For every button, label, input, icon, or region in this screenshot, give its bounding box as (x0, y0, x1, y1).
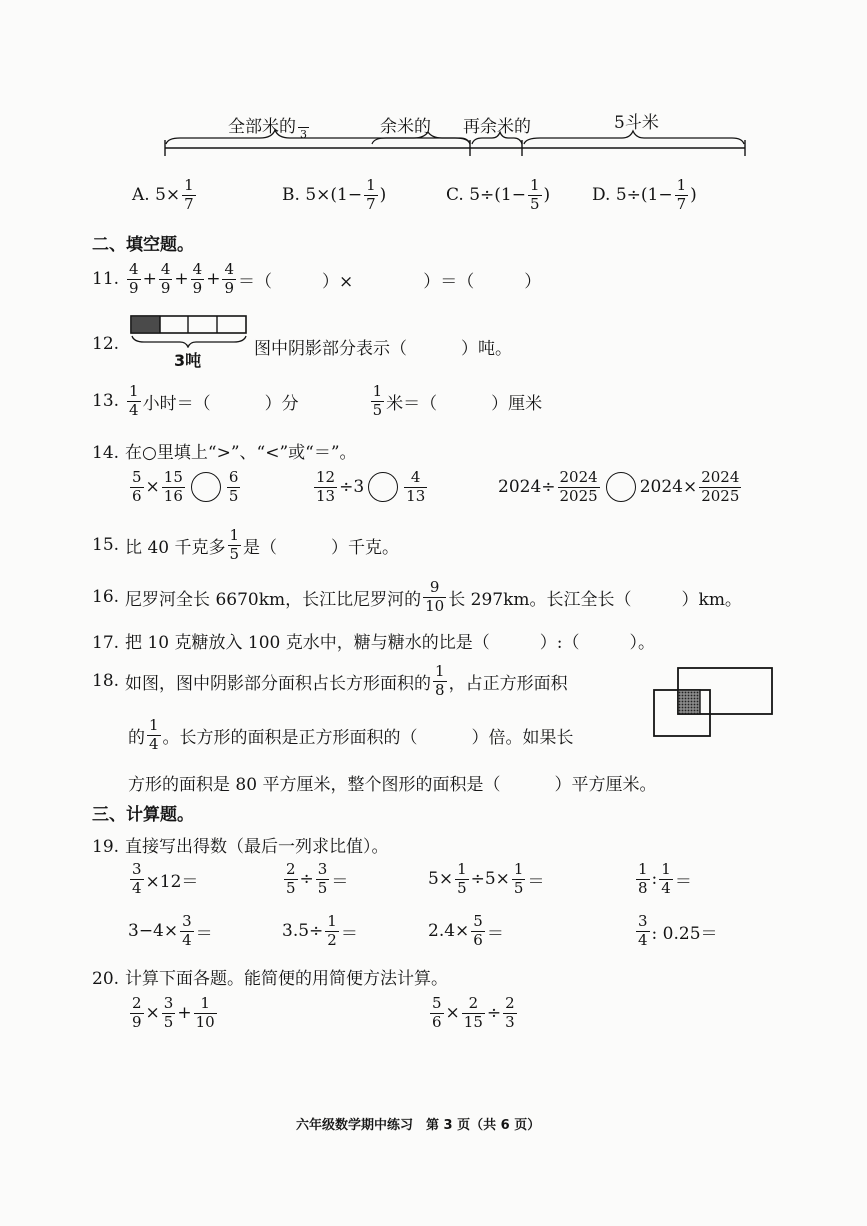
compare-c: 2024÷ $\frac{2024}{2025}$ 2024× $\frac{2024}{2025}$ (498, 468, 740, 505)
calc-19-5: 3−4× $\frac{3}{4}$ ＝ (128, 912, 213, 949)
calc-19-3: 5× $\frac{1}{5}$ ÷5× $\frac{1}{5}$ ＝ (428, 860, 545, 897)
option-a[interactable]: A. 5× $\frac{1}{7}$ (132, 176, 194, 213)
compare-a: $\frac{5}{6}$ × $\frac{15}{16}$ 6 5 (132, 468, 239, 505)
page-footer: 六年级数学期中练习 第 3 页（共 6 页） (296, 1118, 541, 1133)
option-d[interactable]: D. 5÷(1− $\frac{1}{7}$ ) (592, 176, 697, 213)
calc-20-2: $\frac{5}{6}$ × $\frac{2}{15}$ ÷ $\frac{2}{3}$ (432, 994, 515, 1031)
question-18-line-3: 方形的面积是 80 平方厘米，整个图形的面积是（ ）平方厘米。 (128, 775, 657, 795)
calc-19-4: 1 8 : 1 4 ＝ (638, 860, 692, 897)
rect-square-figure (648, 664, 776, 740)
calc-19-8: 3 4 : 0.25＝ (638, 912, 718, 949)
calc-19-2: $\frac{2}{5}$ ÷ $\frac{3}{5}$ ＝ (286, 860, 349, 897)
compare-circle[interactable] (368, 472, 398, 502)
question-12-text: 图中阴影部分表示（ ）吨。 (254, 339, 512, 359)
label-5-dou: 5斗米 (614, 113, 659, 133)
compare-circle[interactable] (606, 472, 636, 502)
label-all-rice: 全部米的 3 (228, 117, 307, 141)
compare-circle[interactable] (191, 472, 221, 502)
option-b[interactable]: B. 5×(1− $\frac{1}{7}$ ) (282, 176, 387, 213)
question-18-line-1: 18. 如图，图中阴影部分面积占长方形面积的 1 8 ，占正方形面积 (92, 662, 568, 699)
question-12-number: 12. (92, 334, 120, 354)
label-remaining-rice: 余米的 (380, 117, 431, 137)
bar-label: 3吨 (174, 351, 202, 370)
calc-20-1: $\frac{2}{9}$ × $\frac{3}{5}$ + $\frac{1}{10}$ (132, 994, 215, 1031)
question-19: 19. 直接写出得数（最后一列求比值）。 (92, 837, 389, 857)
question-11: 11. 4 9 + $\frac{4}{9}$ + $\frac{4}{9}$ + $\frac{4}{9}$ ＝（ ）× ）＝（ ） (92, 260, 542, 297)
option-c[interactable]: C. 5÷(1− $\frac{1}{5}$ ) (446, 176, 551, 213)
calc-19-6: 3.5÷ $\frac{1}{2}$ ＝ (282, 912, 358, 949)
question-17: 17. 把 10 克糖放入 100 克水中，糖与糖水的比是（ ）:（ ）。 (92, 633, 655, 653)
segment-diagram (160, 128, 750, 168)
label-remaining-rice-2: 再余米的 (463, 117, 531, 137)
compare-b: $\frac{12}{13}$ ÷3 4 13 (316, 468, 426, 505)
question-18-line-2: 的 1 4 。长方形的面积是正方形面积的（ ）倍。如果长 (128, 716, 574, 753)
question-15: 15. 比 40 千克多 1 5 是（ ）千克。 (92, 526, 400, 563)
section-fill-blank: 二、填空题。 (92, 235, 194, 255)
calc-19-1: $\frac{3}{4}$ ×12＝ (132, 860, 199, 897)
question-13: 13. 1 4 小时＝（ ）分 1 5 米＝（ ）厘米 (92, 382, 543, 419)
question-20: 20. 计算下面各题。能简便的用简便方法计算。 (92, 969, 449, 989)
calc-19-7: 2.4× $\frac{5}{6}$ ＝ (428, 912, 504, 949)
ton-bar-diagram (130, 314, 250, 348)
question-16: 16. 尼罗河全长 6670km，长江比尼罗河的 9 10 长 297km。长江全长（ ）km。 (92, 578, 742, 615)
section-calculation: 三、计算题。 (92, 805, 194, 825)
question-14: 14. 在○里填上“>”、“<”或“＝”。 (92, 443, 357, 463)
